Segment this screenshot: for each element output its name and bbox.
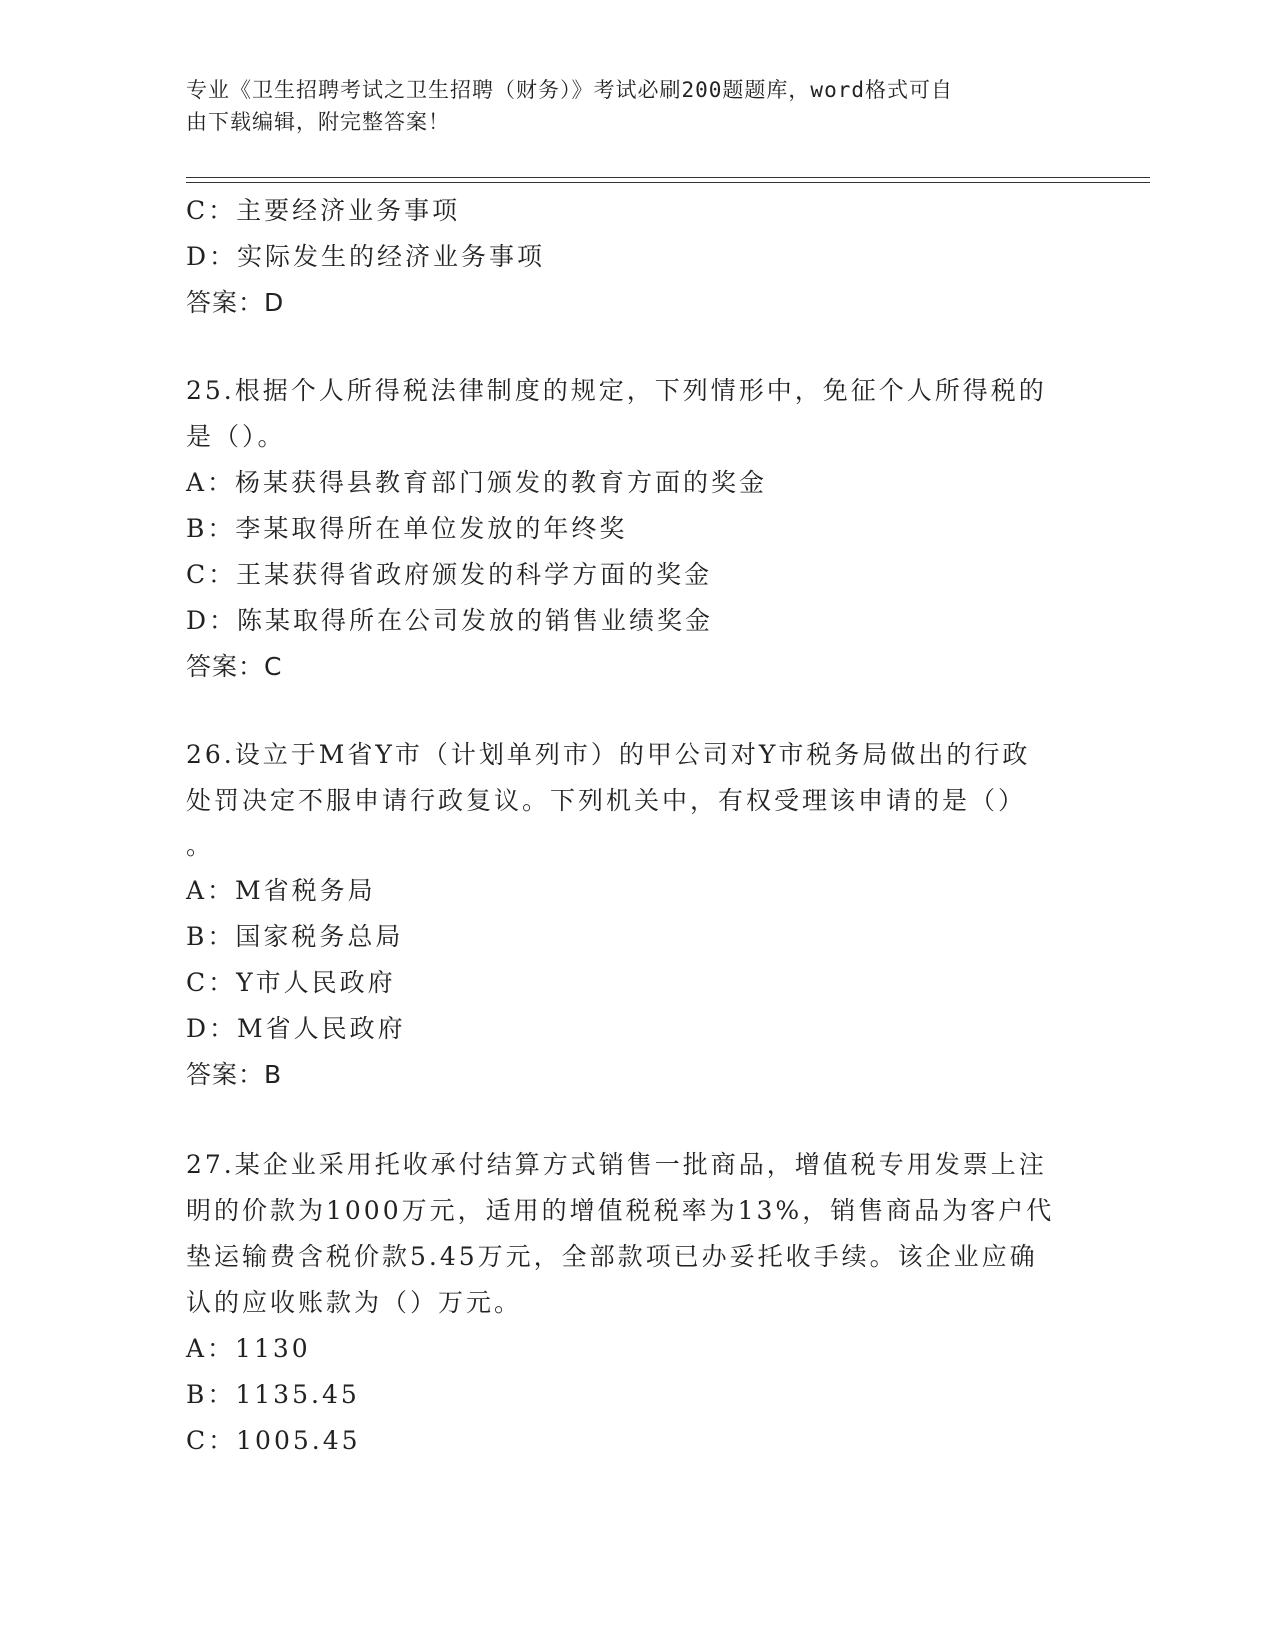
option-c: C：Y市人民政府 (186, 968, 396, 997)
question-25 (186, 368, 1086, 690)
option-b: B：1135.45 (186, 1380, 360, 1409)
page-header (186, 74, 1066, 138)
option-c: C：主要经济业务事项 (186, 196, 461, 225)
answer: 答案：C (186, 652, 283, 681)
question-26 (186, 732, 1086, 1098)
document-body (186, 188, 1086, 1464)
question-stem-line: 25.根据个人所得税法律制度的规定，下列情形中，免征个人所得税的 (186, 376, 1047, 405)
option-b: B：李某取得所在单位发放的年终奖 (186, 514, 628, 543)
answer: 答案：B (186, 1060, 283, 1089)
option-d: D：实际发生的经济业务事项 (186, 242, 546, 271)
question-stem-line: 明的价款为1000万元，适用的增值税税率为13%，销售商品为客户代 (186, 1196, 1055, 1225)
question-stem-line: 。 (186, 831, 215, 860)
option-d: D：陈某取得所在公司发放的销售业绩奖金 (186, 606, 714, 635)
option-c: C：王某获得省政府颁发的科学方面的奖金 (186, 560, 713, 589)
question-stem-line: 认的应收账款为（）万元。 (186, 1288, 523, 1317)
question-24-continued (186, 188, 1086, 326)
header-divider-bottom (186, 182, 1150, 183)
header-line-1: 专业《卫生招聘考试之卫生招聘（财务）》考试必刷200题题库，word格式可自 (186, 78, 953, 102)
question-27 (186, 1142, 1086, 1464)
option-d: D：M省人民政府 (186, 1014, 406, 1043)
question-stem-line: 26.设立于M省Y市（计划单列市）的甲公司对Y市税务局做出的行政 (186, 740, 1031, 769)
spacer (186, 1098, 1086, 1142)
header-divider-top (186, 177, 1150, 178)
question-stem-line: 垫运输费含税价款5.45万元，全部款项已办妥托收手续。该企业应确 (186, 1242, 1038, 1271)
question-stem-line: 27.某企业采用托收承付结算方式销售一批商品，增值税专用发票上注 (186, 1150, 1047, 1179)
question-stem-line: 是（）。 (186, 422, 286, 451)
option-a: A：1130 (186, 1334, 311, 1363)
header-line-2: 由下载编辑，附完整答案！ (186, 110, 450, 134)
option-c: C：1005.45 (186, 1426, 361, 1455)
spacer (186, 326, 1086, 368)
option-a: A：M省税务局 (186, 876, 376, 905)
option-a: A：杨某获得县教育部门颁发的教育方面的奖金 (186, 468, 768, 497)
option-b: B：国家税务总局 (186, 922, 404, 951)
question-stem-line: 处罚决定不服申请行政复议。下列机关中，有权受理该申请的是（） (186, 786, 1027, 815)
answer: 答案：D (186, 288, 285, 317)
spacer (186, 690, 1086, 732)
